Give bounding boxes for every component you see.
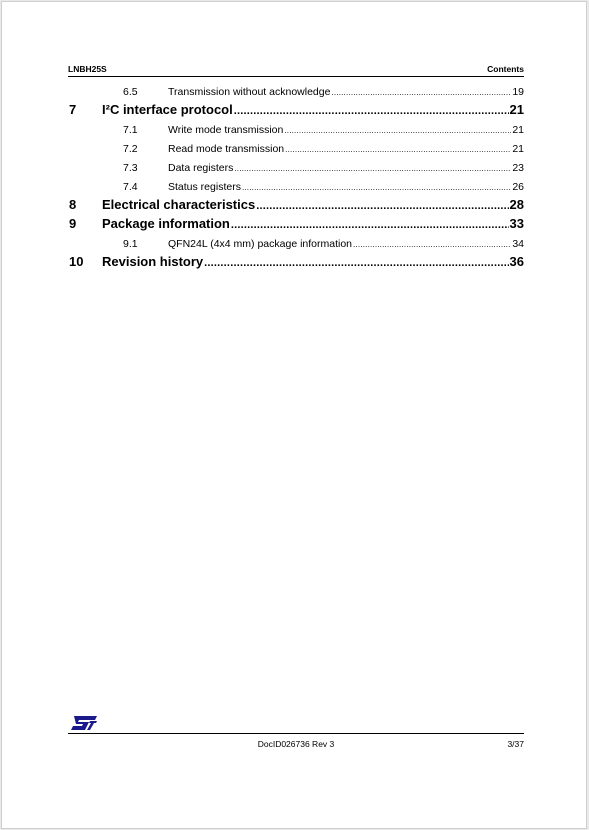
toc-entry-10[interactable] <box>68 253 524 272</box>
toc-title: Data registers <box>168 162 234 174</box>
toc-page: 34 <box>512 238 524 250</box>
toc-title: Package information <box>102 216 230 231</box>
header-product: LNBH25S <box>68 64 107 74</box>
toc-number: 10 <box>69 254 84 269</box>
toc-page: 26 <box>512 181 524 193</box>
toc-leader <box>234 102 509 117</box>
toc-title: Transmission without acknowledge <box>168 86 331 98</box>
toc-number: 9 <box>69 216 77 231</box>
toc-entry-9-1[interactable] <box>68 234 524 253</box>
toc-leader <box>204 254 508 269</box>
toc-entry-7-3[interactable] <box>68 158 524 177</box>
page-footer <box>68 733 524 754</box>
toc-page: 23 <box>512 162 524 174</box>
toc-entry-7-2[interactable] <box>68 139 524 158</box>
toc-number: 7.1 <box>123 124 138 136</box>
toc-leader <box>231 216 509 231</box>
toc-leader <box>353 238 511 250</box>
toc-title: QFN24L (4x4 mm) package information <box>168 238 353 250</box>
toc-title: Write mode transmission <box>168 124 284 136</box>
toc-number: 7.3 <box>123 162 138 174</box>
toc-entry-6-5[interactable] <box>68 82 524 101</box>
toc-number: 8 <box>69 197 77 212</box>
toc-entry-7-4[interactable] <box>68 177 524 196</box>
toc-number: 6.5 <box>123 86 138 98</box>
toc-number: 7 <box>69 102 77 117</box>
toc-page: 19 <box>512 86 524 98</box>
toc-leader <box>285 143 511 155</box>
toc-leader <box>242 181 511 193</box>
toc-entry-7[interactable] <box>68 101 524 120</box>
toc-page: 21 <box>509 102 524 117</box>
toc-leader <box>284 124 511 136</box>
toc-title: Electrical characteristics <box>102 197 256 212</box>
toc-number: 7.2 <box>123 143 138 155</box>
toc-page: 21 <box>512 143 524 155</box>
toc-page: 33 <box>509 216 524 231</box>
toc-title: I²C interface protocol <box>102 102 233 117</box>
document-page <box>1 1 587 829</box>
document-id: DocID026736 Rev 3 <box>257 739 335 749</box>
page-number: 3/37 <box>507 739 524 749</box>
toc-title: Revision history <box>102 254 204 269</box>
toc-leader <box>234 162 511 174</box>
toc-entry-9[interactable] <box>68 215 524 234</box>
toc-title: Status registers <box>168 181 241 193</box>
toc-page: 21 <box>512 124 524 136</box>
toc-leader <box>256 197 508 212</box>
toc-entry-8[interactable] <box>68 196 524 215</box>
st-logo-icon <box>70 714 98 732</box>
page-header <box>68 64 524 77</box>
toc-leader <box>331 86 511 98</box>
table-of-contents <box>68 82 524 272</box>
toc-page: 36 <box>509 254 524 269</box>
toc-number: 7.4 <box>123 181 138 193</box>
toc-number: 9.1 <box>123 238 138 250</box>
header-section: Contents <box>487 64 524 74</box>
toc-title: Read mode transmission <box>168 143 285 155</box>
toc-page: 28 <box>509 197 524 212</box>
toc-entry-7-1[interactable] <box>68 120 524 139</box>
